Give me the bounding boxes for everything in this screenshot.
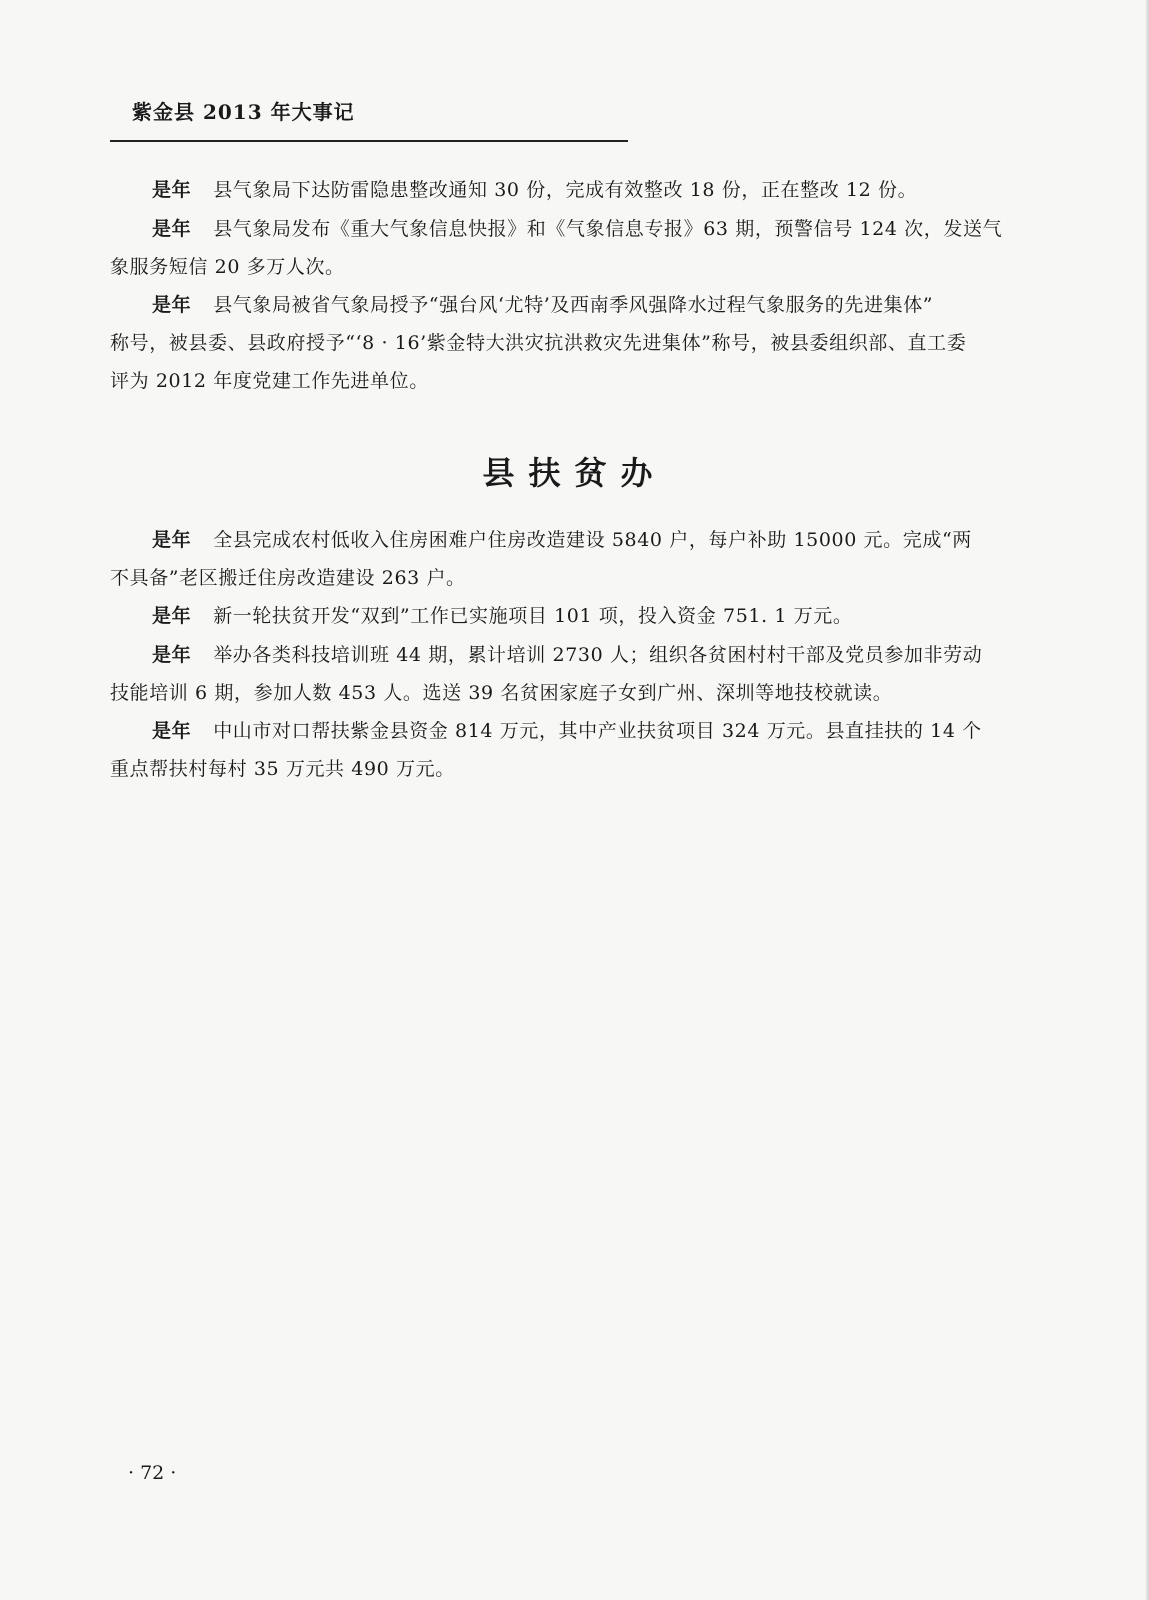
entry-lead: 是年 bbox=[152, 218, 192, 240]
entry-line bbox=[152, 291, 933, 319]
entry-line bbox=[152, 717, 982, 745]
entry-line bbox=[152, 641, 982, 669]
entry-line bbox=[152, 526, 972, 554]
entry-line: 称号，被县委、县政府授予“‘8 · 16’紫金特大洪灾抗洪救灾先进集体”称号，被县委组织部、直工委 bbox=[110, 332, 967, 354]
entry-text: 举办各类科技培训班 44 期，累计培训 2730 人；组织各贫困村村干部及党员参加非劳动 bbox=[213, 644, 983, 666]
entry-lead: 是年 bbox=[152, 720, 192, 742]
entry-text: 新一轮扶贫开发“双到”工作已实施项目 101 项，投入资金 751. 1 万元。 bbox=[213, 605, 853, 627]
entry-line bbox=[152, 602, 853, 630]
entry-line bbox=[152, 215, 1002, 243]
entry-line: 不具备”老区搬迁住房改造建设 263 户。 bbox=[110, 567, 466, 589]
running-title: 紫金县 2013 年大事记 bbox=[132, 100, 355, 124]
entry-text: 县气象局发布《重大气象信息快报》和《气象信息专报》63 期，预警信号 124 次，发送气 bbox=[213, 218, 1003, 240]
entry-line bbox=[152, 176, 917, 204]
entry-text: 县气象局被省气象局授予“强台风‘尤特’及西南季风强降水过程气象服务的先进集体” bbox=[213, 294, 934, 316]
header-rule bbox=[110, 140, 628, 142]
entry-lead: 是年 bbox=[152, 529, 192, 551]
entry-lead: 是年 bbox=[152, 294, 192, 316]
page-edge-shadow bbox=[1145, 0, 1149, 1600]
entry-text: 县气象局下达防雷隐患整改通知 30 份，完成有效整改 18 份，正在整改 12 份。 bbox=[213, 179, 918, 201]
entry-line: 象服务短信 20 多万人次。 bbox=[110, 256, 345, 278]
entry-lead: 是年 bbox=[152, 605, 192, 627]
entry-line: 重点帮扶村每村 35 万元共 490 万元。 bbox=[110, 758, 455, 780]
entry-line: 评为 2012 年度党建工作先进单位。 bbox=[110, 370, 429, 392]
entry-text: 全县完成农村低收入住房困难户住房改造建设 5840 户，每户补助 15000 元。完成“两 bbox=[213, 529, 972, 551]
entry-line: 技能培训 6 期，参加人数 453 人。选送 39 名贫困家庭子女到广州、深圳等地技校就读。 bbox=[110, 682, 893, 704]
entry-text: 中山市对口帮扶紫金县资金 814 万元，其中产业扶贫项目 324 万元。县直挂扶的 14 个 bbox=[213, 720, 982, 742]
section-title: 县扶贫办 bbox=[482, 454, 667, 492]
entry-lead: 是年 bbox=[152, 179, 192, 201]
page-number: · 72 · bbox=[128, 1462, 177, 1484]
entry-lead: 是年 bbox=[152, 644, 192, 666]
